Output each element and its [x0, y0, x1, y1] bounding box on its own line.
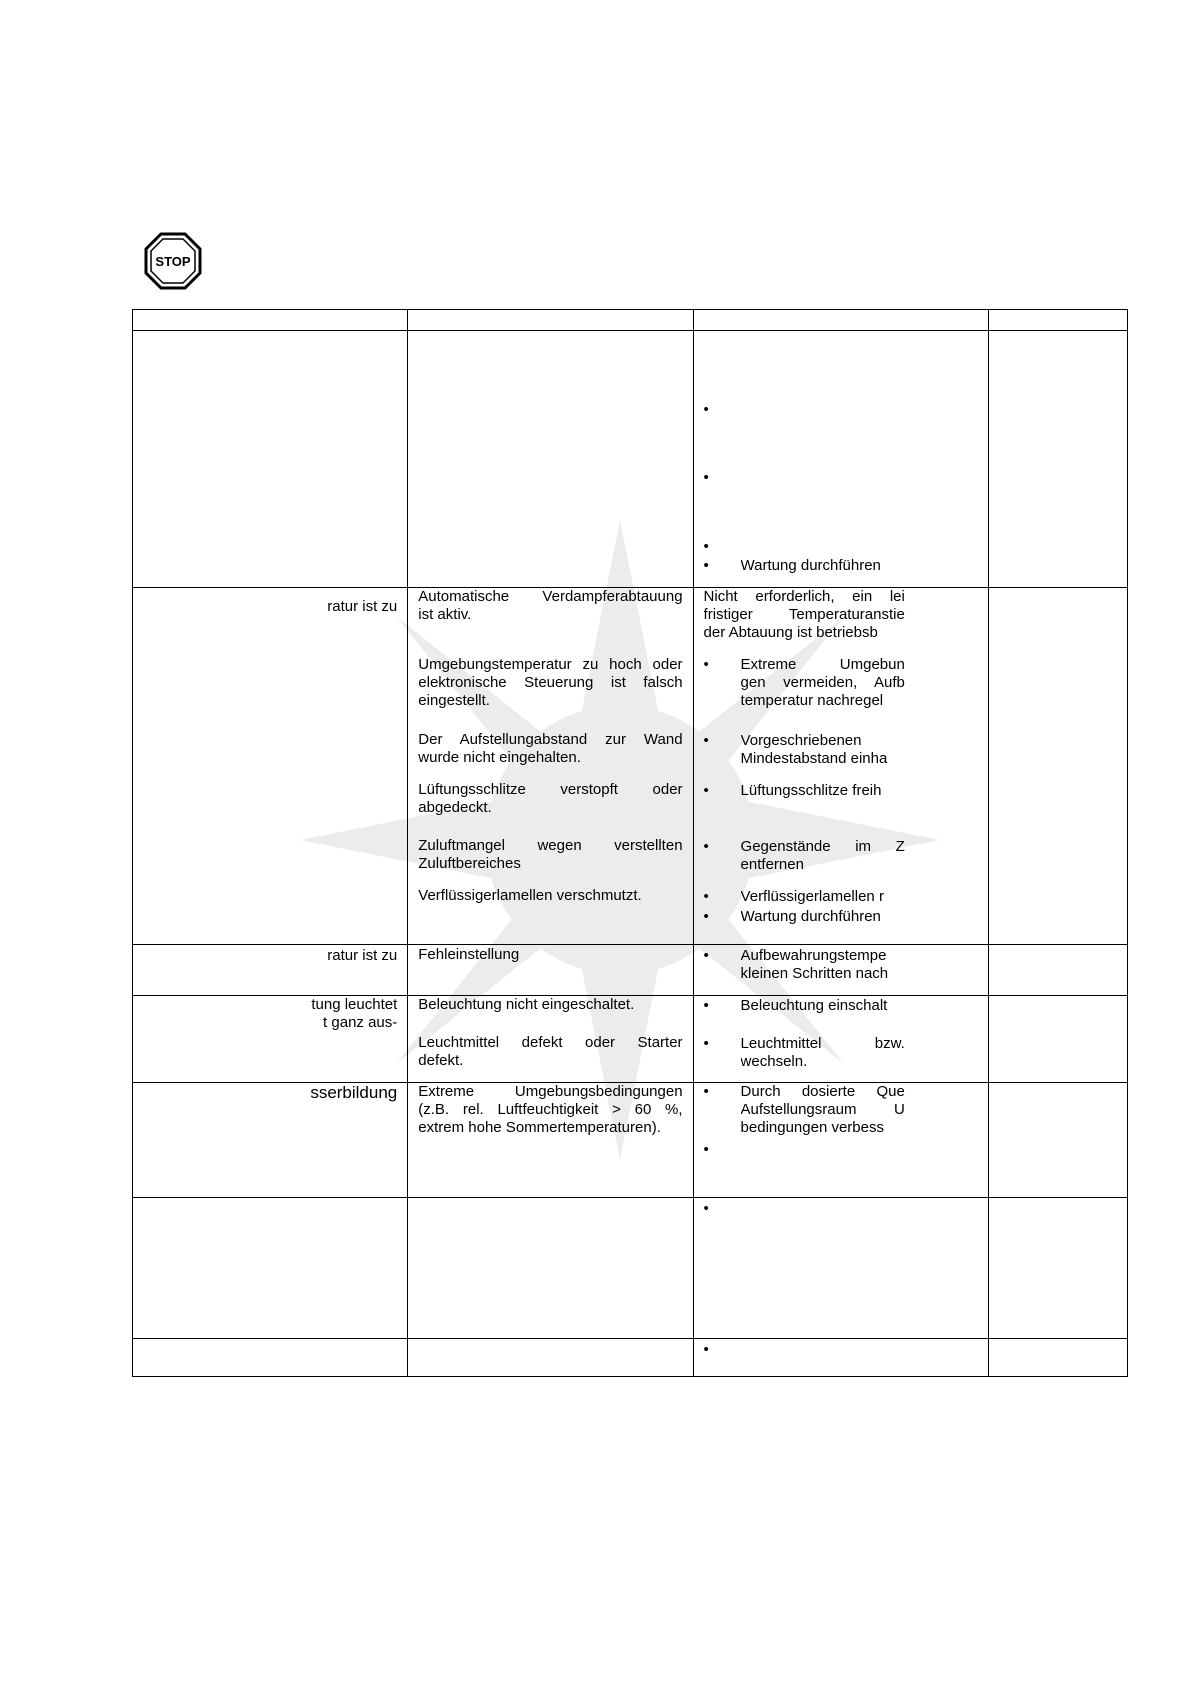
bullet-dot: • — [703, 732, 709, 749]
remedy-text: Vorgeschriebenen — [740, 732, 862, 749]
problem-text: ratur ist zu — [327, 947, 398, 964]
bullet-dot: • — [703, 538, 709, 555]
note-cell — [988, 1198, 1127, 1339]
cause-cell — [408, 1339, 693, 1377]
remedy-text: Aufstellungsraum U — [740, 1101, 905, 1118]
remedy-cell — [693, 1339, 988, 1377]
remedy-text: Aufbewahrungstempe — [740, 947, 887, 964]
cause-cell — [408, 588, 693, 945]
remedy-text: gen vermeiden, Aufb — [740, 674, 905, 691]
note-cell — [988, 1083, 1127, 1198]
cause-cell — [408, 331, 693, 588]
cause-cell — [408, 945, 693, 996]
remedy-text: kleinen Schritten nach — [740, 965, 889, 982]
table-row — [133, 331, 1128, 588]
cause-text: defekt. — [418, 1052, 464, 1069]
note-cell — [988, 996, 1127, 1083]
cause-text: Lüftungsschlitze verstopft oder — [418, 781, 683, 798]
remedy-text: temperatur nachregel — [740, 692, 884, 709]
bullet-dot: • — [703, 838, 709, 855]
cause-text: Zuluftbereiches — [418, 855, 521, 872]
cause-cell — [408, 996, 693, 1083]
remedy-cell — [693, 1198, 988, 1339]
problem-cell — [133, 588, 408, 945]
remedy-cell — [693, 945, 988, 996]
problem-cell — [133, 331, 408, 588]
bullet-dot: • — [703, 997, 709, 1014]
problem-cell — [133, 996, 408, 1083]
cause-cell — [408, 1083, 693, 1198]
note-cell — [988, 331, 1127, 588]
remedy-cell — [693, 996, 988, 1083]
cause-text: Umgebungstemperatur zu hoch oder — [418, 656, 683, 673]
remedy-cell — [693, 331, 988, 588]
table-row — [133, 1339, 1128, 1377]
bullet-dot: • — [703, 1083, 709, 1100]
bullet-dot: • — [703, 557, 709, 574]
bullet-dot: • — [703, 1341, 709, 1358]
cause-cell — [408, 1198, 693, 1339]
note-cell — [988, 945, 1127, 996]
note-cell — [988, 588, 1127, 945]
cause-text: (z.B. rel. Luftfeuchtigkeit > 60 %, — [418, 1101, 683, 1118]
note-cell — [988, 1339, 1127, 1377]
table-header-row — [133, 310, 1128, 331]
problem-text: tung leuchtet — [311, 996, 398, 1013]
bullet-dot: • — [703, 782, 709, 799]
bullet-dot: • — [703, 947, 709, 964]
header-cell — [133, 310, 408, 331]
cause-text: Verflüssigerlamellen verschmutzt. — [418, 887, 642, 904]
cause-text: extrem hohe Sommertemperaturen). — [418, 1119, 661, 1136]
stop-icon — [144, 232, 202, 290]
bullet-dot: • — [703, 401, 709, 418]
header-cell — [693, 310, 988, 331]
cause-text: Zuluftmangel wegen verstellten — [418, 837, 683, 854]
bullet-dot: • — [703, 908, 709, 925]
problem-text: ratur ist zu — [327, 598, 398, 615]
cause-text: ist aktiv. — [418, 606, 472, 623]
cause-text: Leuchtmittel defekt oder Starter — [418, 1034, 683, 1051]
remedy-cell — [693, 588, 988, 945]
bullet-dot: • — [703, 1200, 709, 1217]
cause-text: wurde nicht eingehalten. — [418, 749, 581, 766]
remedy-text: Lüftungsschlitze freih — [740, 782, 882, 799]
header-cell — [988, 310, 1127, 331]
remedy-text: entfernen — [740, 856, 804, 873]
remedy-text: bedingungen verbess — [740, 1119, 884, 1136]
remedy-text: der Abtauung ist betriebsb — [703, 624, 878, 641]
problem-cell — [133, 1083, 408, 1198]
problem-cell — [133, 1198, 408, 1339]
bullet-dot: • — [703, 656, 709, 673]
remedy-cell — [693, 1083, 988, 1198]
problem-cell — [133, 1339, 408, 1377]
svg-text:STOP: STOP — [155, 254, 191, 269]
remedy-text: Wartung durchführen — [740, 908, 881, 925]
cause-text: elektronische Steuerung ist falsch — [418, 674, 683, 691]
table-row — [133, 1083, 1128, 1198]
remedy-text: Mindestabstand einha — [740, 750, 888, 767]
remedy-text: Leuchtmittel bzw. — [740, 1035, 905, 1052]
bullet-dot: • — [703, 1141, 709, 1158]
bullet-dot: • — [703, 1035, 709, 1052]
table-row — [133, 588, 1128, 945]
troubleshooting-table — [132, 309, 1128, 1377]
cause-text: eingestellt. — [418, 692, 490, 709]
problem-text: t ganz aus- — [323, 1014, 398, 1031]
cause-text: Extreme Umgebungsbedingungen — [418, 1083, 683, 1100]
remedy-text: wechseln. — [740, 1053, 808, 1070]
remedy-text: Extreme Umgebun — [740, 656, 905, 673]
cause-text: Der Aufstellungabstand zur Wand — [418, 731, 683, 748]
bullet-dot: • — [703, 888, 709, 905]
remedy-text: Beleuchtung einschalt — [740, 997, 888, 1014]
remedy-text: Verflüssigerlamellen r — [740, 888, 884, 905]
table-row — [133, 1198, 1128, 1339]
table-row — [133, 996, 1128, 1083]
cause-text: Automatische Verdampferabtauung — [418, 588, 683, 605]
header-cell — [408, 310, 693, 331]
remedy-text: fristiger Temperaturanstie — [703, 606, 905, 623]
cause-text: Fehleinstellung — [418, 946, 520, 963]
remedy-text: Nicht erforderlich, ein lei — [703, 588, 905, 605]
remedy-text: Wartung durchführen — [740, 557, 881, 574]
problem-text: sserbildung — [310, 1084, 398, 1102]
table-row — [133, 945, 1128, 996]
bullet-dot: • — [703, 469, 709, 486]
cause-text: Beleuchtung nicht eingeschaltet. — [418, 996, 635, 1013]
remedy-text: Gegenstände im Z — [740, 838, 905, 855]
cause-text: abgedeckt. — [418, 799, 492, 816]
problem-cell — [133, 945, 408, 996]
remedy-text: Durch dosierte Que — [740, 1083, 905, 1100]
